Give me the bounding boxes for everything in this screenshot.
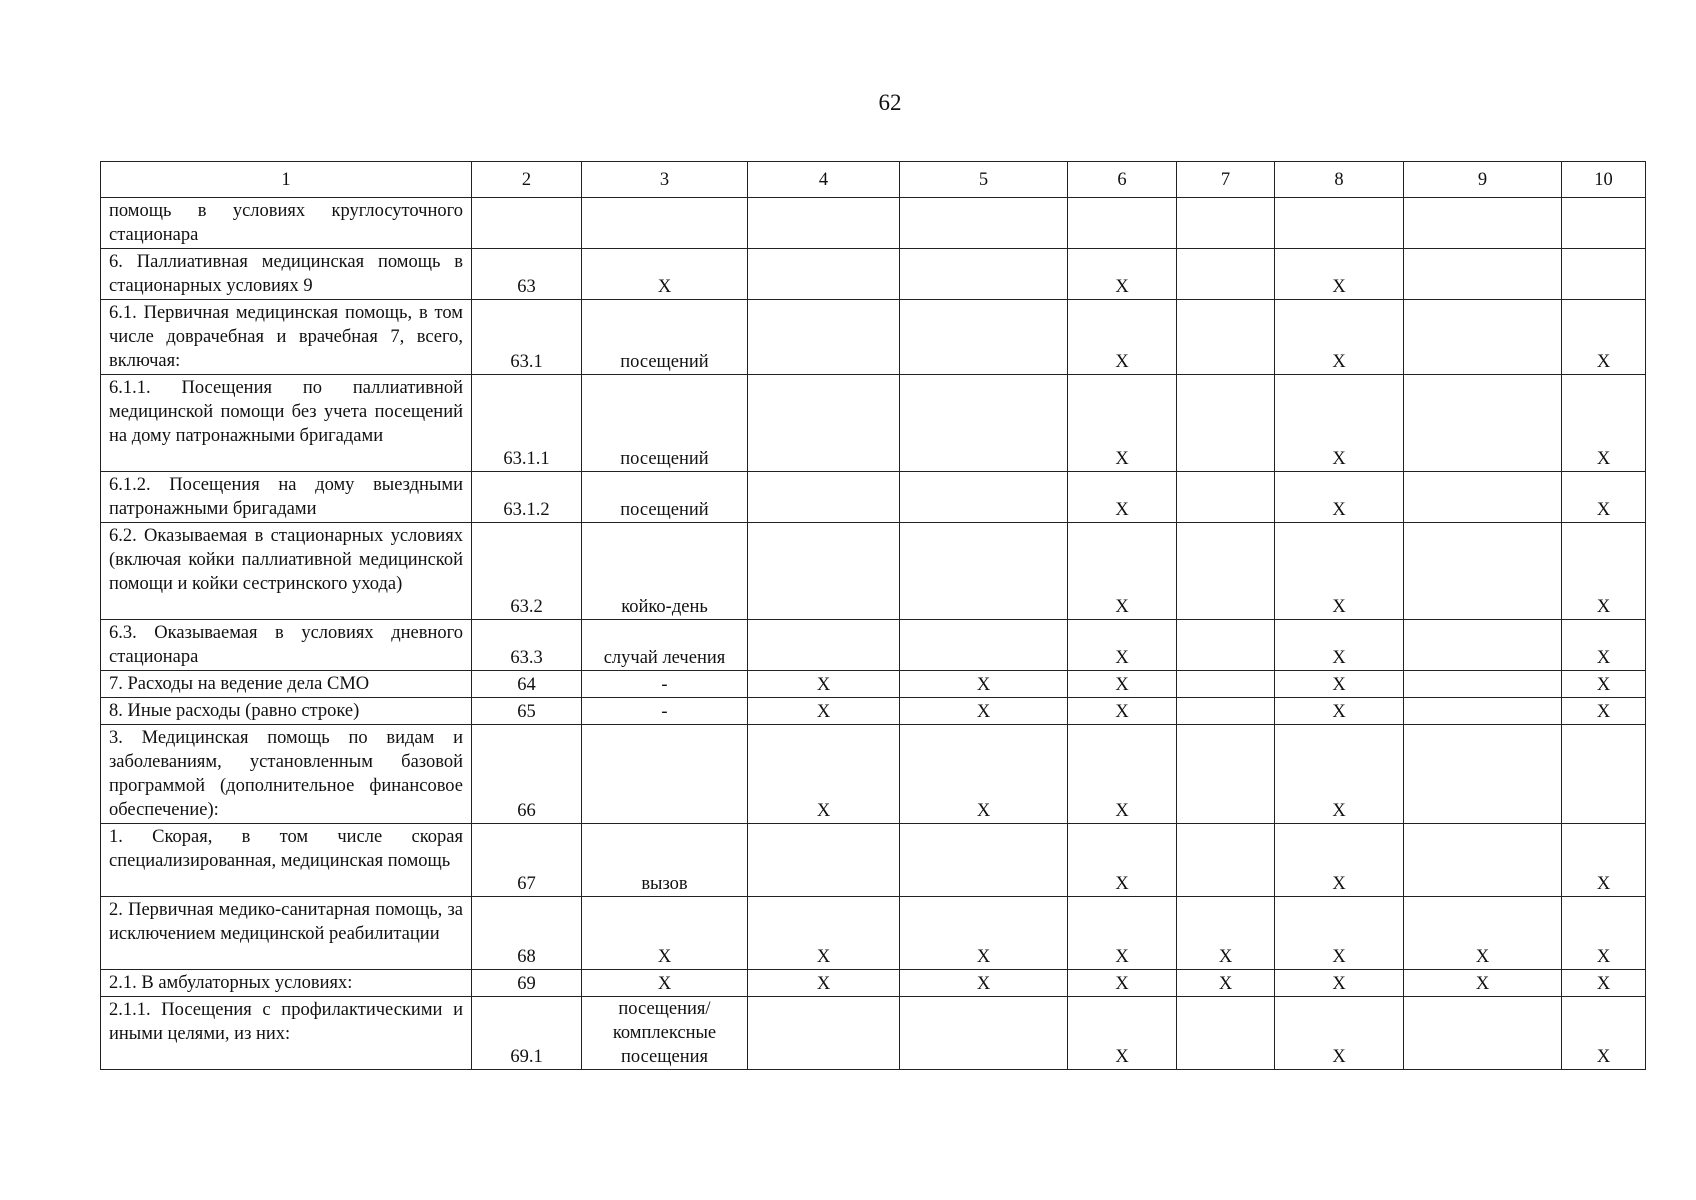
table-cell: Х [1275, 970, 1404, 997]
table-cell [900, 249, 1068, 300]
table-row [101, 198, 1646, 249]
table-cell: Х [1275, 375, 1404, 472]
table-cell: Х [1275, 997, 1404, 1070]
column-header: 5 [900, 162, 1068, 198]
table-cell: посещений [582, 375, 748, 472]
column-header: 6 [1068, 162, 1177, 198]
table-cell: Х [1404, 897, 1562, 970]
table-cell [1404, 698, 1562, 725]
table-cell [1177, 824, 1275, 897]
table-cell [1068, 198, 1177, 249]
row-description: 2. Первичная медико-санитарная помощь, за исключением медицинской реабилитации [101, 897, 472, 970]
table-cell: 63 [472, 249, 582, 300]
table-cell: Х [900, 671, 1068, 698]
table-cell [582, 198, 748, 249]
table-cell [748, 997, 900, 1070]
row-description: 6.1. Первичная медицинская помощь, в том числе доврачебная и врачебная 7, всего, включая: [101, 300, 472, 375]
table-cell: Х [1562, 997, 1646, 1070]
table-cell: Х [1068, 671, 1177, 698]
table-cell: Х [1562, 375, 1646, 472]
table-cell [1177, 249, 1275, 300]
table-cell: Х [1068, 997, 1177, 1070]
table-cell [900, 375, 1068, 472]
table-cell [1275, 198, 1404, 249]
table-cell: Х [1275, 472, 1404, 523]
table-cell: 63.1.2 [472, 472, 582, 523]
row-description: 6. Паллиативная медицинская помощь в стационарных условиях 9 [101, 249, 472, 300]
row-description: 6.1.1. Посещения по паллиативной медицинской помощи без учета посещений на дому патронажными бригадами [101, 375, 472, 472]
table-cell: Х [1068, 472, 1177, 523]
table-cell [748, 472, 900, 523]
table-cell: 63.1.1 [472, 375, 582, 472]
table-cell: Х [1275, 897, 1404, 970]
table-cell [748, 249, 900, 300]
table-cell [472, 198, 582, 249]
table-cell: 65 [472, 698, 582, 725]
row-description: 7. Расходы на ведение дела СМО [101, 671, 472, 698]
table-cell [1404, 375, 1562, 472]
table-cell [1562, 198, 1646, 249]
table-cell: Х [900, 897, 1068, 970]
table-row [101, 698, 1646, 725]
table-cell: Х [1068, 698, 1177, 725]
table-cell: Х [748, 671, 900, 698]
row-description: 6.1.2. Посещения на дому выездными патронажными бригадами [101, 472, 472, 523]
table-cell [582, 725, 748, 824]
table-cell: Х [1275, 300, 1404, 375]
table-cell: Х [1068, 897, 1177, 970]
table-cell [1562, 249, 1646, 300]
table-cell: Х [748, 698, 900, 725]
table-cell [1404, 824, 1562, 897]
column-header: 8 [1275, 162, 1404, 198]
table-row [101, 824, 1646, 897]
table-cell [1177, 300, 1275, 375]
row-description: 6.3. Оказываемая в условиях дневного стационара [101, 620, 472, 671]
table-row [101, 970, 1646, 997]
table-cell: Х [1068, 375, 1177, 472]
table-cell: Х [1562, 523, 1646, 620]
column-header: 9 [1404, 162, 1562, 198]
column-header: 3 [582, 162, 748, 198]
table-row [101, 997, 1646, 1070]
table-row [101, 620, 1646, 671]
row-description: 2.1. В амбулаторных условиях: [101, 970, 472, 997]
table-cell [1177, 198, 1275, 249]
table-row [101, 375, 1646, 472]
table-cell [748, 824, 900, 897]
row-description: 8. Иные расходы (равно строке) [101, 698, 472, 725]
table-cell [1404, 198, 1562, 249]
table-row [101, 725, 1646, 824]
table-cell: Х [1275, 249, 1404, 300]
table-cell: Х [748, 725, 900, 824]
table-cell: посещений [582, 472, 748, 523]
table-cell: Х [1562, 472, 1646, 523]
column-header: 4 [748, 162, 900, 198]
table-cell: Х [900, 970, 1068, 997]
row-description: 1. Скорая, в том числе скорая специализированная, медицинская помощь [101, 824, 472, 897]
column-header: 2 [472, 162, 582, 198]
row-description: 3. Медицинская помощь по видам и заболеваниям, установленным базовой программой (дополнительное финансовое обеспечение): [101, 725, 472, 824]
table-cell [900, 997, 1068, 1070]
table-cell: Х [1562, 300, 1646, 375]
row-description: 6.2. Оказываемая в стационарных условиях (включая койки паллиативной медицинской помощи и койки сестринского ухода) [101, 523, 472, 620]
table-cell: Х [582, 897, 748, 970]
table-cell: Х [1068, 620, 1177, 671]
table-cell: 68 [472, 897, 582, 970]
table-cell [748, 198, 900, 249]
table-cell [900, 523, 1068, 620]
table-cell: - [582, 671, 748, 698]
table-cell: 63.1 [472, 300, 582, 375]
table-cell: Х [1068, 970, 1177, 997]
table-cell: 67 [472, 824, 582, 897]
table-cell [1177, 375, 1275, 472]
table-cell: случай лечения [582, 620, 748, 671]
table-cell [900, 620, 1068, 671]
table-cell: посещения/ комплексные посещения [582, 997, 748, 1070]
table-cell: 69 [472, 970, 582, 997]
table-cell [1177, 671, 1275, 698]
table-cell [1177, 472, 1275, 523]
table-cell: Х [1177, 970, 1275, 997]
table-cell [1404, 300, 1562, 375]
table-row [101, 523, 1646, 620]
table-cell: Х [1275, 725, 1404, 824]
data-table [100, 161, 1646, 1070]
table-cell [1177, 620, 1275, 671]
row-description: 2.1.1. Посещения с профилактическими и иными целями, из них: [101, 997, 472, 1070]
table-cell [1404, 523, 1562, 620]
table-cell: Х [582, 249, 748, 300]
table-cell: Х [1562, 897, 1646, 970]
table-cell: Х [1562, 620, 1646, 671]
table-cell [748, 375, 900, 472]
table-cell: Х [1275, 698, 1404, 725]
table-cell: Х [1068, 249, 1177, 300]
table-cell [900, 824, 1068, 897]
table-header-row [101, 162, 1646, 198]
table-row [101, 671, 1646, 698]
table-cell: Х [582, 970, 748, 997]
table-cell: 64 [472, 671, 582, 698]
table-cell [1177, 698, 1275, 725]
column-header: 7 [1177, 162, 1275, 198]
table-cell: Х [1177, 897, 1275, 970]
table-cell [1404, 620, 1562, 671]
table-cell: 66 [472, 725, 582, 824]
table-cell: Х [1068, 300, 1177, 375]
table-cell: Х [1068, 523, 1177, 620]
table-cell: Х [1275, 620, 1404, 671]
table-cell [1562, 725, 1646, 824]
table-cell [1404, 249, 1562, 300]
table-row [101, 300, 1646, 375]
table-cell [900, 300, 1068, 375]
table-cell: 63.2 [472, 523, 582, 620]
table-cell: Х [1275, 824, 1404, 897]
table-cell: Х [1562, 698, 1646, 725]
table-cell: Х [1562, 970, 1646, 997]
column-header: 1 [101, 162, 472, 198]
table-cell [748, 300, 900, 375]
table-cell: Х [748, 897, 900, 970]
table-cell [1177, 523, 1275, 620]
table-cell: Х [1068, 725, 1177, 824]
table-cell: Х [1562, 671, 1646, 698]
table-cell: - [582, 698, 748, 725]
table-cell [1404, 725, 1562, 824]
table-cell [900, 472, 1068, 523]
table-cell: Х [1275, 671, 1404, 698]
table-cell: 69.1 [472, 997, 582, 1070]
table-cell [1404, 472, 1562, 523]
table-cell [1177, 997, 1275, 1070]
table-row [101, 249, 1646, 300]
table-cell: Х [748, 970, 900, 997]
table-cell [1404, 997, 1562, 1070]
table-cell [900, 198, 1068, 249]
table-cell: Х [1275, 523, 1404, 620]
table-row [101, 897, 1646, 970]
page-number: 62 [878, 90, 902, 115]
table-cell: Х [900, 698, 1068, 725]
table-cell: посещений [582, 300, 748, 375]
table-cell: Х [900, 725, 1068, 824]
row-description: помощь в условиях круглосуточного стационара [101, 198, 472, 249]
table-cell: койко-день [582, 523, 748, 620]
column-header: 10 [1562, 162, 1646, 198]
table-cell: вызов [582, 824, 748, 897]
table-cell [1404, 671, 1562, 698]
table-row [101, 472, 1646, 523]
table-cell [748, 620, 900, 671]
table-cell: 63.3 [472, 620, 582, 671]
table-cell [1177, 725, 1275, 824]
table-cell: Х [1404, 970, 1562, 997]
table-cell: Х [1068, 824, 1177, 897]
table-cell [748, 523, 900, 620]
table-cell: Х [1562, 824, 1646, 897]
